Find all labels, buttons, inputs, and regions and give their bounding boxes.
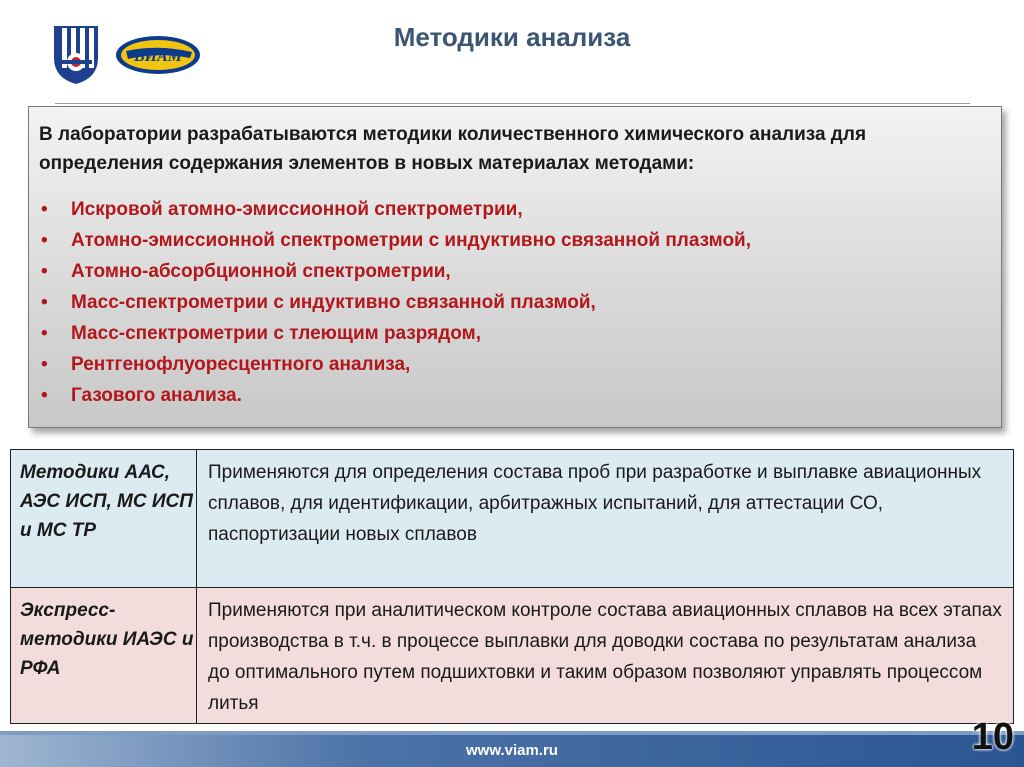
table-row-label: Экспресс-методики ИАЭС и РФА xyxy=(11,588,197,724)
method-label: Атомно-абсорбционной спектрометрии, xyxy=(71,261,451,282)
method-item xyxy=(39,380,991,411)
footer-url-link[interactable]: www.viam.ru xyxy=(466,742,558,759)
svg-text:ВИАМ: ВИАМ xyxy=(133,48,183,65)
page-number: 10 xyxy=(971,716,1014,758)
method-label: Масс-спектрометрии с тлеющим разрядом, xyxy=(71,323,481,344)
method-label: Искровой атомно-эмиссионной спектрометрии, xyxy=(71,199,523,220)
method-item xyxy=(39,318,991,349)
method-item xyxy=(39,287,991,318)
method-label: Рентгенофлуоресцентного анализа, xyxy=(71,354,411,375)
bullet-icon: • xyxy=(41,385,48,406)
bullet-icon: • xyxy=(41,230,48,251)
method-label: Газового анализа. xyxy=(71,385,242,406)
method-item xyxy=(39,225,991,256)
method-label: Атомно-эмиссионной спектрометрии с индуктивно связанной плазмой, xyxy=(71,230,752,251)
bullet-icon: • xyxy=(41,292,48,313)
table-row-description: Применяются при аналитическом контроле состава авиационных сплавов на всех этапах производства в т.ч. в процессе выплавки для доводки состава по результатам анализа до оптимального путем подшихтовки и таким образом позволяют управлять процессом литья xyxy=(197,588,1014,724)
methods-list xyxy=(39,194,991,411)
bullet-icon: • xyxy=(41,354,48,375)
table-row-description: Применяются для определения состава проб при разработке и выплавке авиационных сплавов, для идентификации, арбитражных испытаний, для аттестации СО, паспортизации новых сплавов xyxy=(197,450,1014,588)
intro-text: В лаборатории разрабатываются методики количественного химического анализа для определения содержания элементов в новых материалах методами: xyxy=(39,124,867,174)
method-item xyxy=(39,194,991,225)
method-item xyxy=(39,349,991,380)
methods-info-box xyxy=(28,106,1002,428)
bullet-icon: • xyxy=(41,199,48,220)
method-item xyxy=(39,256,991,287)
method-label: Масс-спектрометрии с индуктивно связанной плазмой, xyxy=(71,292,596,313)
table-row xyxy=(11,588,1014,724)
methods-table xyxy=(10,449,1014,724)
bullet-icon: • xyxy=(41,323,48,344)
bullet-icon: • xyxy=(41,261,48,282)
table-row xyxy=(11,450,1014,588)
title-divider xyxy=(55,103,970,104)
table-row-label: Методики ААС, АЭС ИСП, МС ИСП и МС ТР xyxy=(11,450,197,588)
page-title: Методики анализа xyxy=(393,22,631,52)
